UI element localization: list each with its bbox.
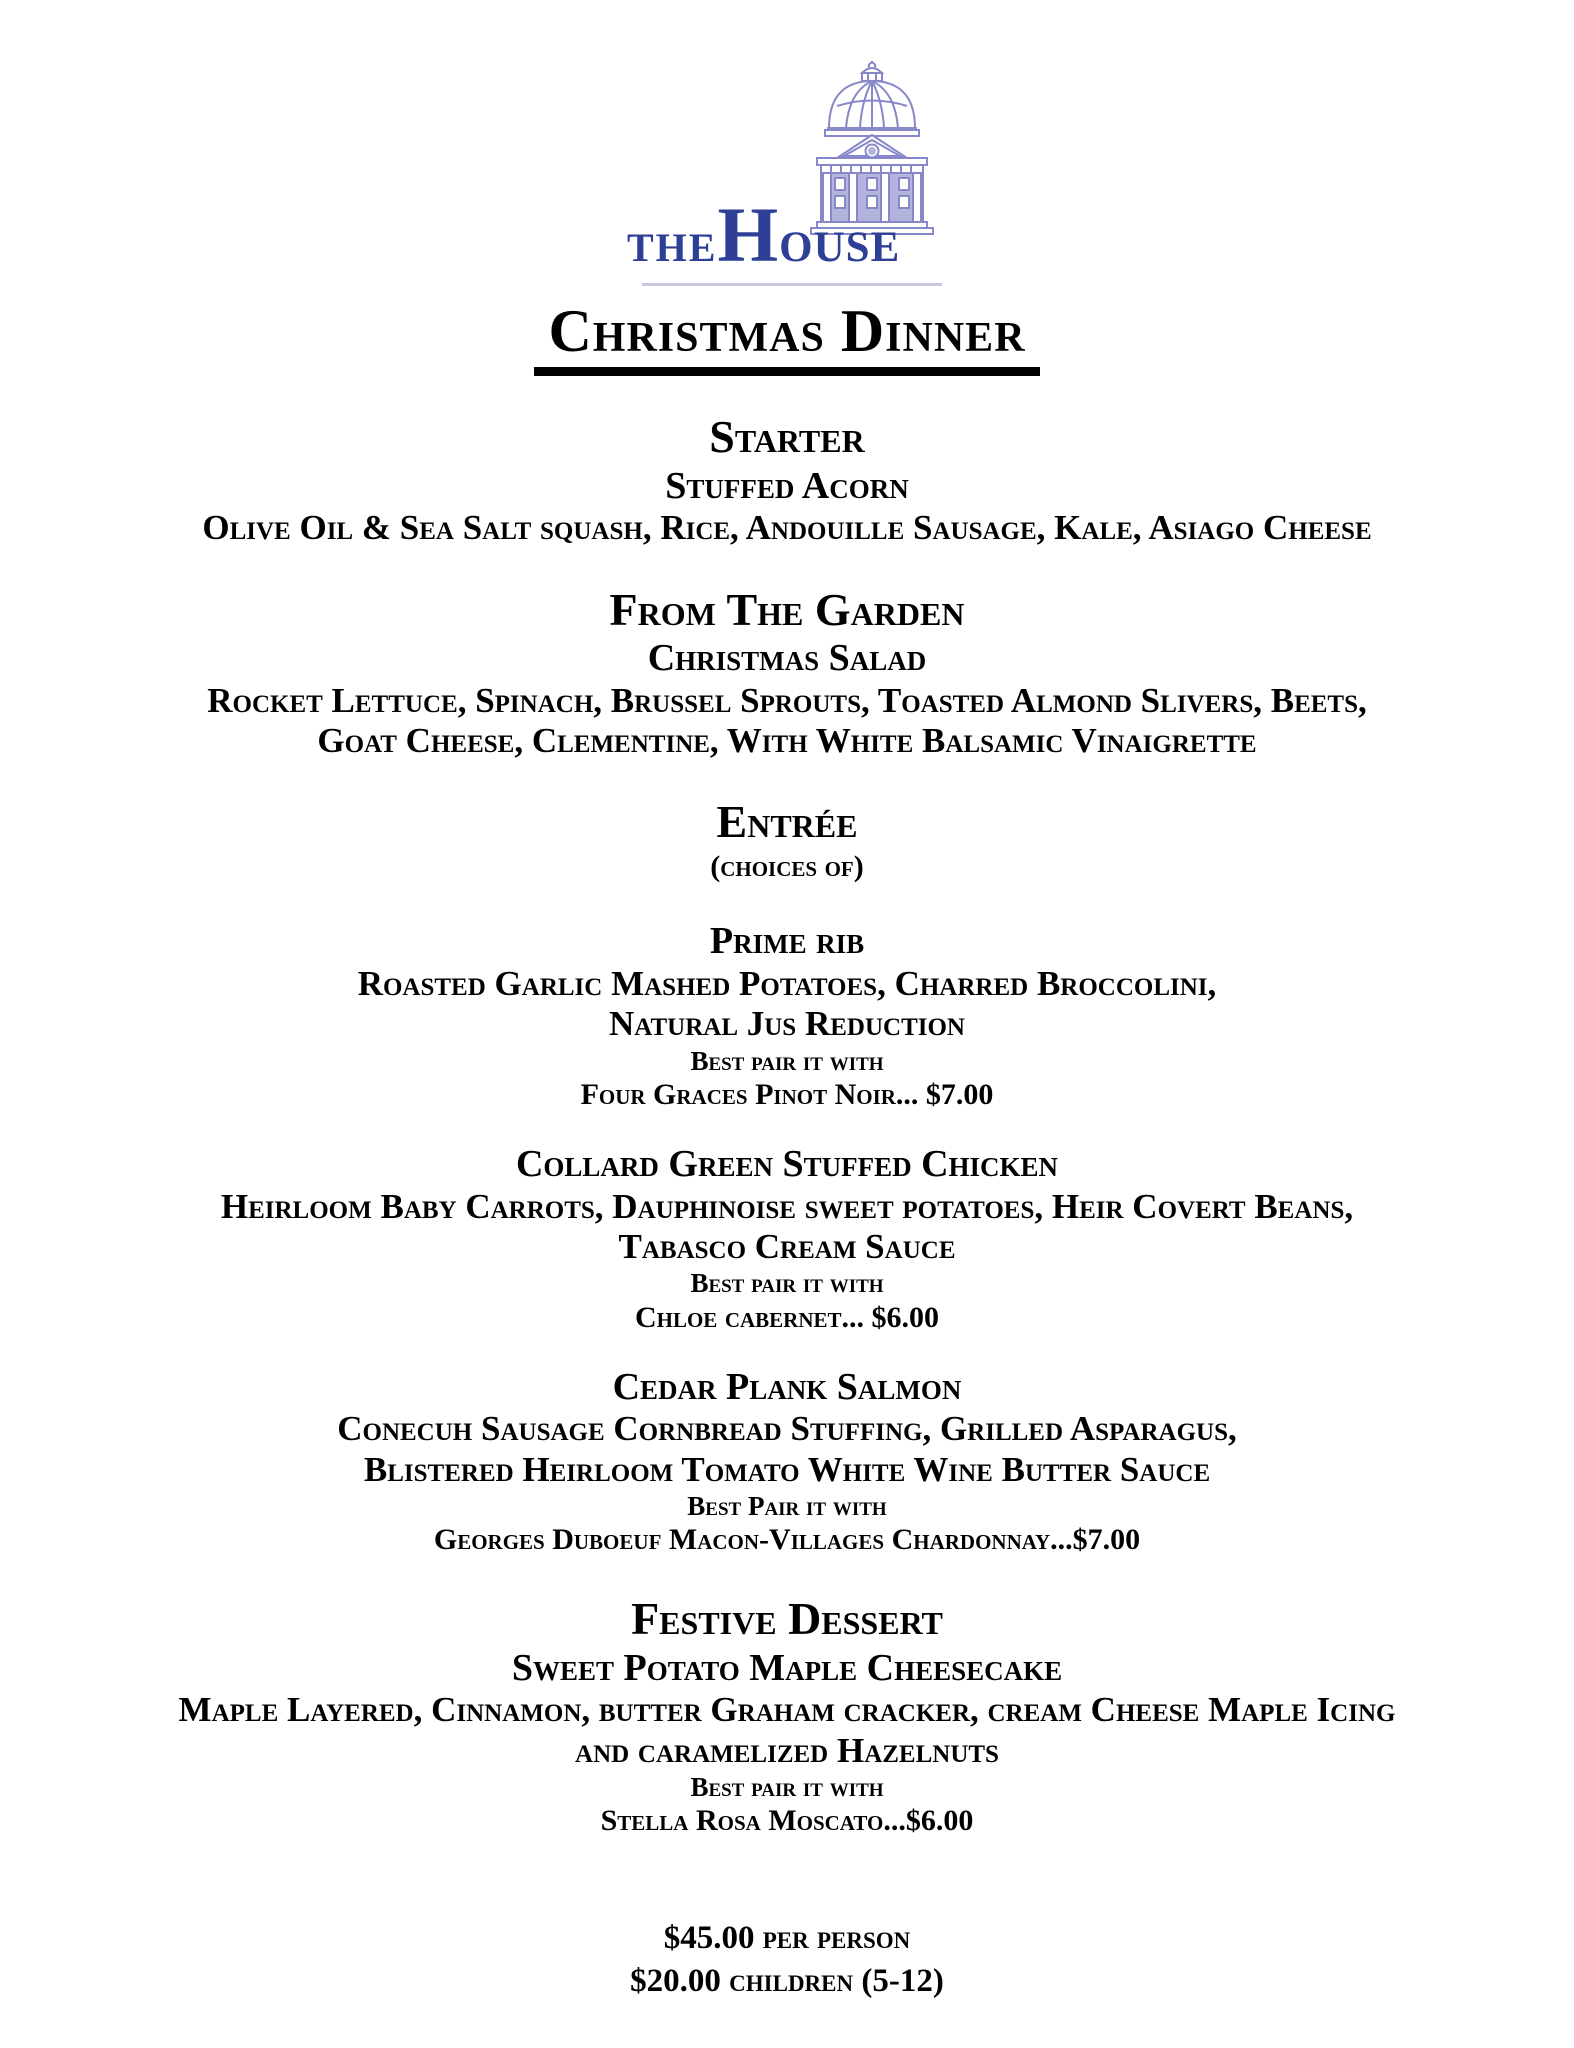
pairing-wine: Four Graces Pinot Noir... $7.00 [580,1077,994,1111]
dish-name: Stuffed Acorn [665,464,909,507]
section-note-choices-of: (choices of) [710,849,864,883]
dish-collard-green-stuffed-chicken [0,1143,1574,1336]
pairing-wine: Georges Duboeuf Macon-Villages Chardonnay...$7.00 [433,1523,1141,1557]
dish-name: Prime rib [709,920,865,963]
dish-name: Sweet Potato Maple Cheesecake [511,1646,1063,1689]
logo-word-the: THE [627,225,718,270]
price-per-person: $45.00 per person [663,1920,911,1957]
dish-stuffed-acorn [0,465,1574,549]
pairing-label: Best pair it with [690,1045,884,1076]
pairing-wine: Chloe cabernet... $6.00 [634,1300,940,1334]
dish-sweet-potato-maple-cheesecake [0,1647,1574,1840]
section-heading: From The Garden [609,583,965,635]
section-festive-dessert [0,1594,1574,1839]
dish-description-line: Tabasco Cream Sauce [618,1226,956,1266]
dish-description-line: Natural Jus Reduction [609,1004,965,1044]
section-heading: Entrée [716,796,858,848]
pairing-label: Best Pair it with [687,1490,887,1521]
dish-name: Christmas Salad [647,637,927,680]
dish-description-line: and caramelized Hazelnuts [575,1730,999,1770]
dish-description-line: Blistered Heirloom Tomato White Wine Butter Sauce [363,1449,1211,1489]
price-children: $20.00 children (5-12) [630,1963,944,2000]
section-entree [0,797,1574,1558]
dish-christmas-salad [0,637,1574,761]
section-heading: Festive Dessert [631,1593,943,1645]
pricing-block [0,1917,1574,2003]
dish-description-line: Heirloom Baby Carrots, Dauphinoise sweet potatoes, Heir Covert Beans, [220,1186,1354,1226]
logo-wordmark [627,190,900,280]
dish-cedar-plank-salmon [0,1366,1574,1559]
logo-divider-rule [642,283,942,286]
dish-prime-rib [0,920,1574,1113]
dish-description-line: Olive Oil & Sea Salt squash, Rice, Andouille Sausage, Kale, Asiago Cheese [202,508,1372,548]
section-starter [0,412,1574,549]
pairing-wine: Stella Rosa Moscato...$6.00 [600,1804,974,1838]
dish-description-line: Roasted Garlic Mashed Potatoes, Charred Broccolini, [357,964,1217,1004]
dish-name: Collard Green Stuffed Chicken [515,1142,1059,1185]
dish-description-line: Rocket Lettuce, Spinach, Brussel Sprouts, Toasted Almond Slivers, Beets, [207,680,1367,720]
dish-description-line: Maple Layered, Cinnamon, butter Graham cracker, cream Cheese Maple Icing [178,1690,1396,1730]
pairing-label: Best pair it with [690,1771,884,1802]
the-house-logo [477,60,1097,298]
page-title: Christmas Dinner [534,300,1039,376]
section-heading: Starter [709,411,865,462]
pairing-label: Best pair it with [690,1268,884,1299]
dish-description-line: Conecuh Sausage Cornbread Stuffing, Grilled Asparagus, [337,1409,1237,1449]
logo-word-house: House [717,191,901,278]
section-from-the-garden [0,585,1574,762]
dish-name: Cedar Plank Salmon [612,1365,962,1408]
dish-description-line: Goat Cheese, Clementine, With White Balsamic Vinaigrette [317,721,1257,761]
